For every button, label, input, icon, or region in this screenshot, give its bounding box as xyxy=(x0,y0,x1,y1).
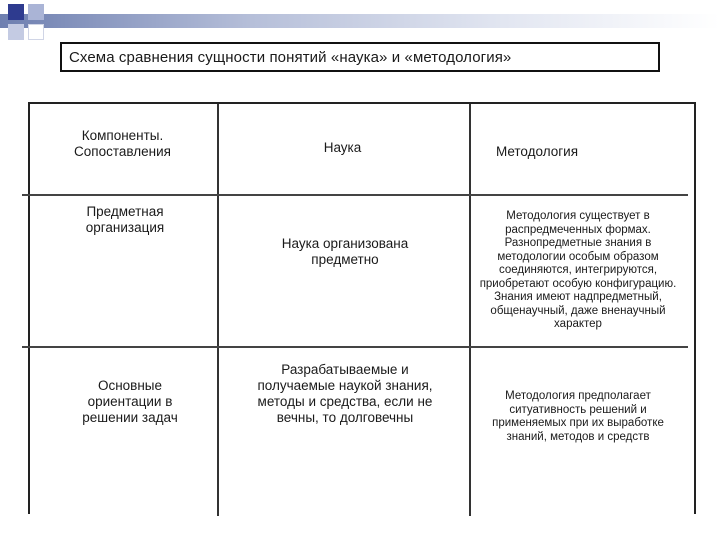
decor-square-white xyxy=(28,24,44,40)
header-gradient-bar xyxy=(0,14,720,28)
row2-component: Основные ориентации в решении задач xyxy=(82,378,178,425)
row-divider xyxy=(22,346,688,348)
row1-component: Предметная организация xyxy=(85,204,165,235)
comparison-table xyxy=(28,102,696,514)
header-methodology: Методология xyxy=(495,144,579,159)
header-components: Компоненты. Сопоставления xyxy=(74,128,171,159)
decor-square-dark xyxy=(8,4,24,20)
row1-science: Наука организована предметно xyxy=(281,236,409,267)
column-divider xyxy=(469,104,471,516)
slide-title-text: Схема сравнения сущности понятий «наука» и «методология» xyxy=(69,48,512,66)
row2-methodology: Методология предполагает ситуативность решений и применяемых при их выработке знаний, методов и средств xyxy=(492,390,664,443)
row2-science: Разрабатываемые и получаемые наукой знания, методы и средства, если не вечны, то долговечны xyxy=(257,362,433,425)
decor-square-light xyxy=(8,24,24,40)
header-science: Наука xyxy=(323,140,362,155)
column-divider xyxy=(217,104,219,516)
decor-square-light xyxy=(28,4,44,20)
row-divider xyxy=(22,194,688,196)
slide-title xyxy=(60,42,660,72)
row1-methodology: Методология существует в распредмеченных формах. Разнопредметные знания в методологии особым образом соединяются, интегрируются, приобретают особую конфигурацию. Знания имеют надпредметный, общенаучный, даже вненаучный характер xyxy=(479,210,677,330)
